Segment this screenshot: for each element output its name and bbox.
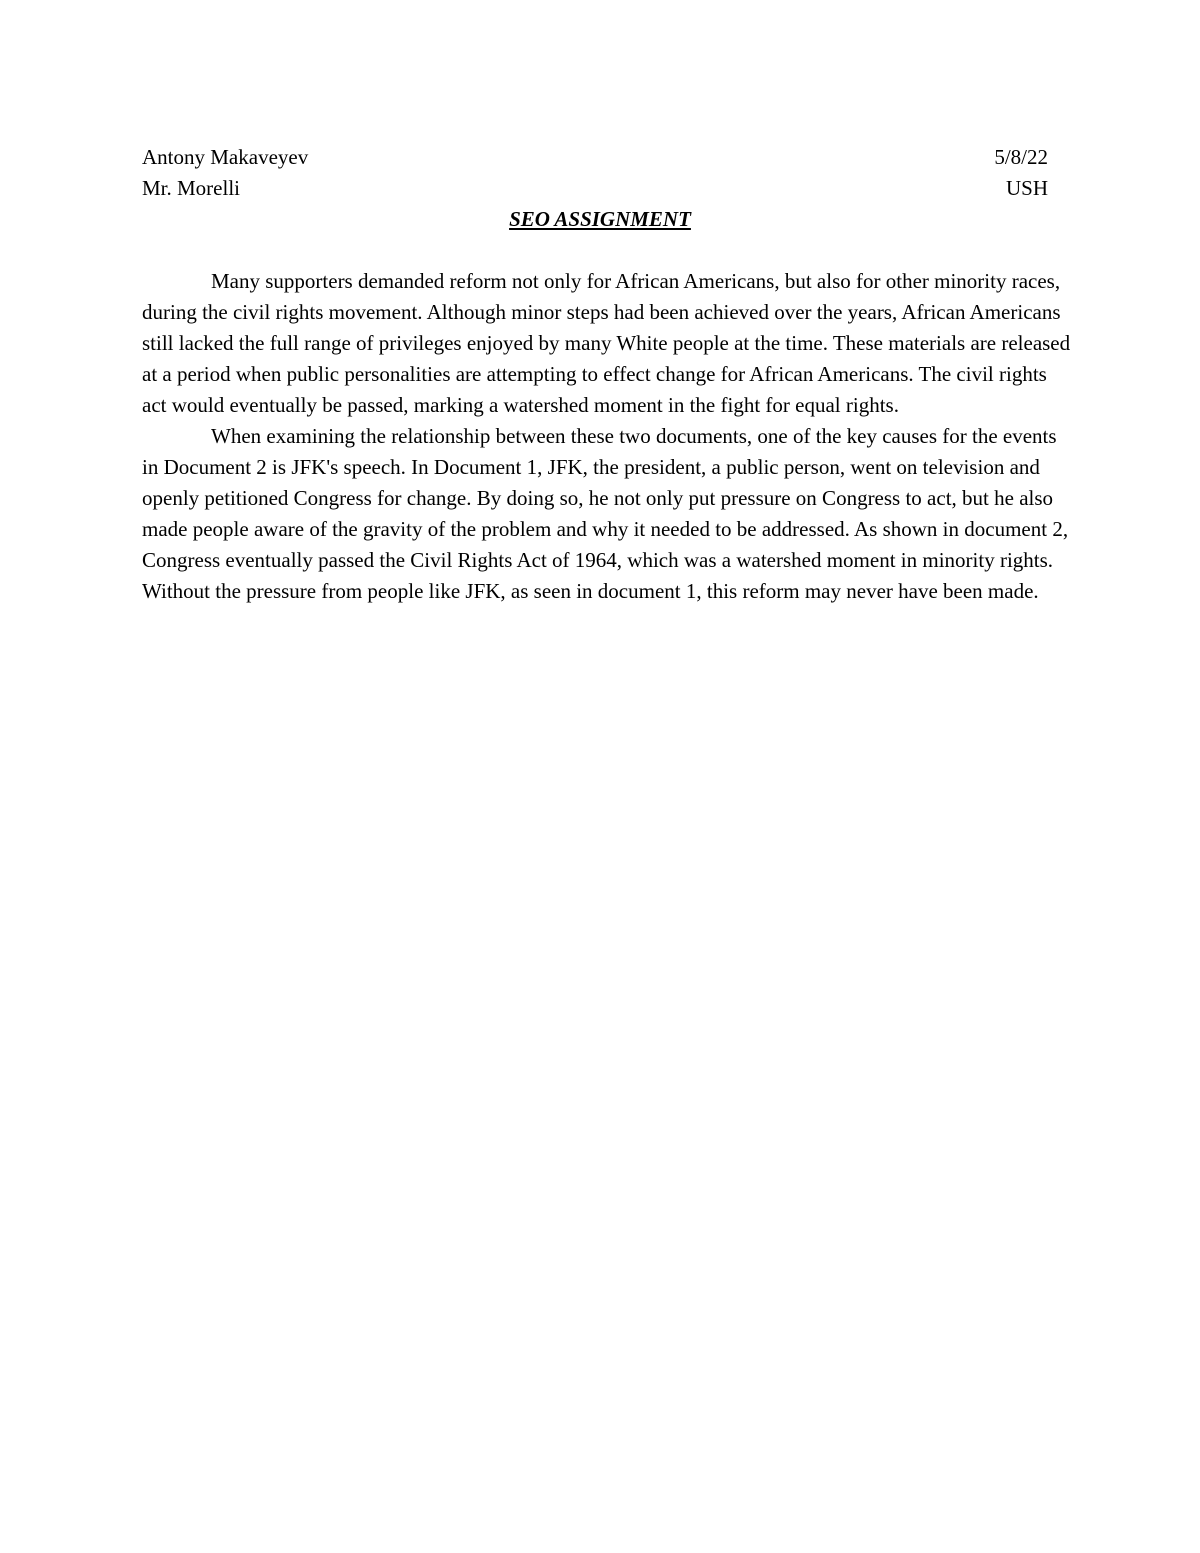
document-body [142, 266, 1072, 607]
body-paragraph-2: When examining the relationship between these two documents, one of the key causes for the events in Document 2 is JFK's speech. In Document 1, JFK, the president, a public person, went on television and openly petitioned Congress for change. By doing so, he not only put pressure on Congress to act, but he also made people aware of the gravity of the problem and why it needed to be addressed. As shown in document 2, Congress eventually passed the Civil Rights Act of 1964, which was a watershed moment in minority rights. Without the pressure from people like JFK, as seen in document 1, this reform may never have been made. [142, 424, 1069, 603]
body-paragraph-1: Many supporters demanded reform not only for African Americans, but also for other minority races, during the civil rights movement. Although minor steps had been achieved over the years, African Americans still lacked the full range of privileges enjoyed by many White people at the time. These materials are released at a period when public personalities are attempting to effect change for African Americans. The civil rights act would eventually be passed, marking a watershed moment in the fight for equal rights. [142, 269, 1071, 417]
header-row-1 [142, 142, 1048, 173]
course-name: USH [1005, 176, 1048, 200]
teacher-name: Mr. Morelli [142, 176, 240, 200]
assignment-date: 5/8/22 [994, 145, 1048, 169]
document-title: SEO ASSIGNMENT [509, 207, 691, 231]
student-name: Antony Makaveyev [142, 145, 309, 169]
header-row-2 [142, 173, 1048, 204]
